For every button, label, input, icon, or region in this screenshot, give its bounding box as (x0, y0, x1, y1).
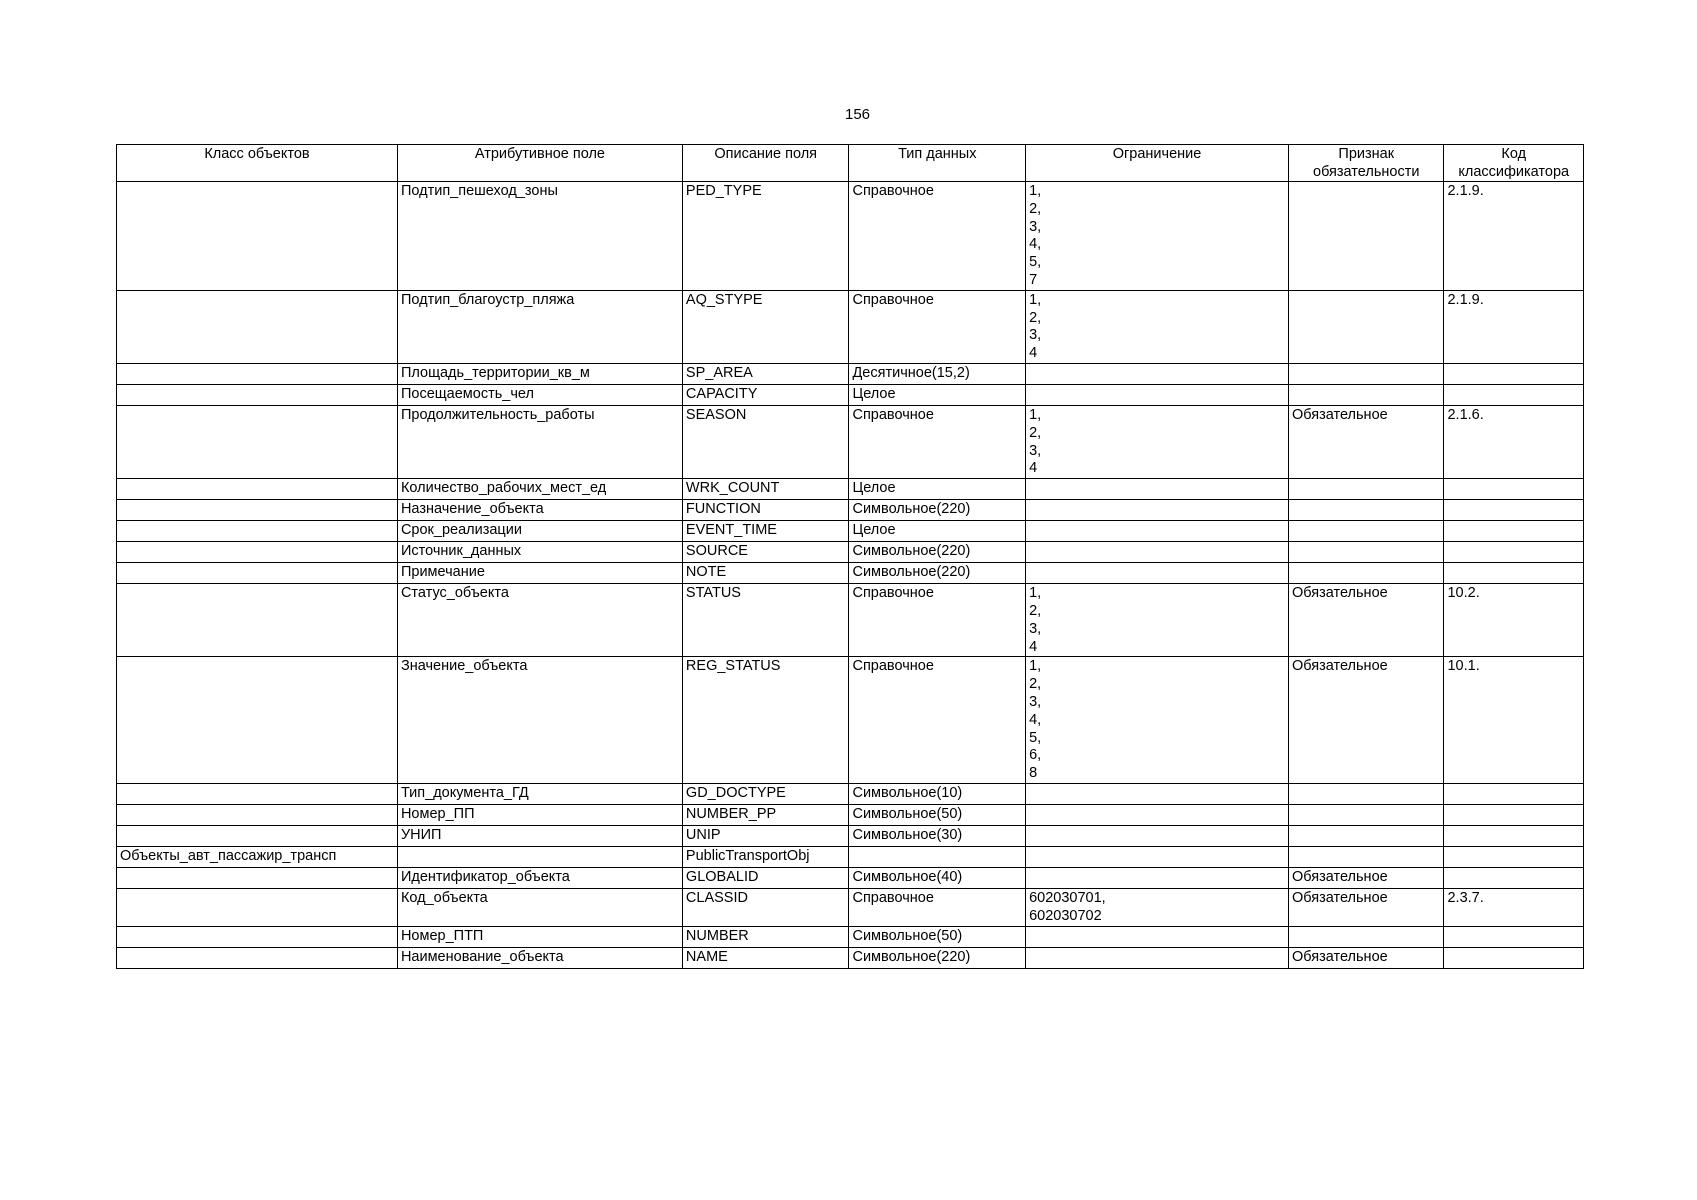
cell-data-type (849, 846, 1026, 867)
table-row (117, 804, 1584, 825)
cell-attribute-field: Посещаемость_чел (397, 384, 682, 405)
cell-field-description: CLASSID (682, 888, 849, 926)
cell-object-class: Объекты_авт_пассажир_трансп (117, 846, 398, 867)
cell-object-class (117, 584, 398, 657)
table-row (117, 500, 1584, 521)
table-row (117, 479, 1584, 500)
cell-data-type: Символьное(220) (849, 500, 1026, 521)
page-number: 156 (844, 106, 871, 123)
table-row (117, 825, 1584, 846)
cell-classifier-code (1444, 867, 1584, 888)
cell-required-flag (1288, 846, 1444, 867)
cell-constraint (1026, 804, 1289, 825)
cell-constraint: 1, 2, 3, 4, 5, 7 (1026, 182, 1289, 291)
cell-object-class (117, 888, 398, 926)
cell-attribute-field: Количество_рабочих_мест_ед (397, 479, 682, 500)
cell-classifier-code (1444, 825, 1584, 846)
cell-constraint (1026, 846, 1289, 867)
table-row (117, 563, 1584, 584)
attribute-table (116, 144, 1584, 969)
cell-attribute-field: Назначение_объекта (397, 500, 682, 521)
cell-required-flag (1288, 521, 1444, 542)
cell-required-flag (1288, 363, 1444, 384)
cell-required-flag: Обязательное (1288, 888, 1444, 926)
table-row (117, 584, 1584, 657)
cell-constraint: 1, 2, 3, 4 (1026, 584, 1289, 657)
column-header-data-type: Тип данных (849, 145, 1026, 182)
table-row (117, 783, 1584, 804)
cell-data-type: Целое (849, 521, 1026, 542)
cell-field-description: SOURCE (682, 542, 849, 563)
cell-attribute-field: Наименование_объекта (397, 947, 682, 968)
cell-attribute-field: Срок_реализации (397, 521, 682, 542)
cell-data-type: Символьное(220) (849, 542, 1026, 563)
cell-constraint (1026, 867, 1289, 888)
cell-classifier-code (1444, 804, 1584, 825)
cell-classifier-code: 2.3.7. (1444, 888, 1584, 926)
cell-data-type: Справочное (849, 888, 1026, 926)
column-header-object-class: Класс объектов (117, 145, 398, 182)
table-row (117, 947, 1584, 968)
cell-constraint (1026, 363, 1289, 384)
cell-attribute-field: Источник_данных (397, 542, 682, 563)
cell-classifier-code (1444, 384, 1584, 405)
cell-attribute-field: Тип_документа_ГД (397, 783, 682, 804)
cell-constraint (1026, 947, 1289, 968)
cell-field-description: CAPACITY (682, 384, 849, 405)
cell-data-type: Символьное(10) (849, 783, 1026, 804)
cell-attribute-field: Номер_ПП (397, 804, 682, 825)
cell-field-description: NOTE (682, 563, 849, 584)
cell-field-description: GLOBALID (682, 867, 849, 888)
cell-object-class (117, 542, 398, 563)
cell-field-description: GD_DOCTYPE (682, 783, 849, 804)
cell-data-type: Десятичное(15,2) (849, 363, 1026, 384)
column-header-classifier-code: Код классификатора (1444, 145, 1584, 182)
cell-object-class (117, 867, 398, 888)
cell-object-class (117, 479, 398, 500)
cell-required-flag (1288, 500, 1444, 521)
cell-data-type: Целое (849, 479, 1026, 500)
table-header (117, 145, 1584, 182)
cell-required-flag (1288, 384, 1444, 405)
table-row (117, 405, 1584, 478)
table-row (117, 384, 1584, 405)
cell-required-flag: Обязательное (1288, 867, 1444, 888)
cell-classifier-code (1444, 500, 1584, 521)
cell-data-type: Справочное (849, 290, 1026, 363)
cell-field-description: NAME (682, 947, 849, 968)
cell-object-class (117, 363, 398, 384)
cell-object-class (117, 500, 398, 521)
cell-classifier-code (1444, 521, 1584, 542)
table-row (117, 657, 1584, 784)
cell-attribute-field: Номер_ПТП (397, 926, 682, 947)
cell-classifier-code (1444, 542, 1584, 563)
cell-constraint: 1, 2, 3, 4, 5, 6, 8 (1026, 657, 1289, 784)
cell-data-type: Справочное (849, 584, 1026, 657)
cell-attribute-field: Код_объекта (397, 888, 682, 926)
cell-attribute-field: Примечание (397, 563, 682, 584)
cell-data-type: Символьное(40) (849, 867, 1026, 888)
cell-required-flag: Обязательное (1288, 405, 1444, 478)
cell-classifier-code (1444, 846, 1584, 867)
cell-constraint: 1, 2, 3, 4 (1026, 405, 1289, 478)
cell-attribute-field: Подтип_пешеход_зоны (397, 182, 682, 291)
cell-required-flag (1288, 290, 1444, 363)
cell-classifier-code: 10.2. (1444, 584, 1584, 657)
cell-classifier-code (1444, 926, 1584, 947)
cell-classifier-code (1444, 947, 1584, 968)
cell-required-flag (1288, 783, 1444, 804)
cell-attribute-field (397, 846, 682, 867)
cell-object-class (117, 926, 398, 947)
cell-constraint: 1, 2, 3, 4 (1026, 290, 1289, 363)
cell-field-description: EVENT_TIME (682, 521, 849, 542)
column-header-constraint: Ограничение (1026, 145, 1289, 182)
cell-object-class (117, 947, 398, 968)
cell-required-flag (1288, 926, 1444, 947)
table-row (117, 363, 1584, 384)
cell-field-description: AQ_STYPE (682, 290, 849, 363)
cell-constraint (1026, 563, 1289, 584)
cell-classifier-code: 2.1.9. (1444, 182, 1584, 291)
cell-field-description: NUMBER_PP (682, 804, 849, 825)
cell-field-description: PED_TYPE (682, 182, 849, 291)
cell-classifier-code (1444, 563, 1584, 584)
cell-classifier-code: 2.1.6. (1444, 405, 1584, 478)
cell-object-class (117, 563, 398, 584)
cell-classifier-code: 10.1. (1444, 657, 1584, 784)
cell-classifier-code (1444, 783, 1584, 804)
table-body (117, 182, 1584, 969)
cell-field-description: SEASON (682, 405, 849, 478)
cell-data-type: Символьное(220) (849, 947, 1026, 968)
cell-attribute-field: Идентификатор_объекта (397, 867, 682, 888)
cell-constraint (1026, 479, 1289, 500)
cell-required-flag (1288, 563, 1444, 584)
cell-attribute-field: Продолжительность_работы (397, 405, 682, 478)
cell-data-type: Символьное(30) (849, 825, 1026, 846)
cell-constraint (1026, 500, 1289, 521)
table-row (117, 846, 1584, 867)
cell-required-flag (1288, 804, 1444, 825)
cell-classifier-code: 2.1.9. (1444, 290, 1584, 363)
table-row (117, 867, 1584, 888)
cell-required-flag (1288, 182, 1444, 291)
cell-object-class (117, 405, 398, 478)
table-row (117, 182, 1584, 291)
cell-constraint (1026, 521, 1289, 542)
cell-field-description: NUMBER (682, 926, 849, 947)
column-header-attribute-field: Атрибутивное поле (397, 145, 682, 182)
table-row (117, 542, 1584, 563)
table-row (117, 290, 1584, 363)
column-header-field-description: Описание поля (682, 145, 849, 182)
cell-data-type: Справочное (849, 657, 1026, 784)
cell-field-description: STATUS (682, 584, 849, 657)
cell-required-flag (1288, 542, 1444, 563)
cell-attribute-field: Площадь_территории_кв_м (397, 363, 682, 384)
cell-classifier-code (1444, 479, 1584, 500)
cell-data-type: Справочное (849, 405, 1026, 478)
cell-constraint (1026, 384, 1289, 405)
cell-required-flag: Обязательное (1288, 584, 1444, 657)
cell-required-flag (1288, 479, 1444, 500)
cell-data-type: Символьное(50) (849, 804, 1026, 825)
cell-object-class (117, 783, 398, 804)
cell-constraint (1026, 825, 1289, 846)
cell-object-class (117, 384, 398, 405)
cell-attribute-field: Подтип_благоустр_пляжа (397, 290, 682, 363)
header-row (117, 145, 1584, 182)
cell-field-description: REG_STATUS (682, 657, 849, 784)
cell-required-flag (1288, 825, 1444, 846)
cell-constraint (1026, 926, 1289, 947)
cell-attribute-field: Статус_объекта (397, 584, 682, 657)
cell-field-description: FUNCTION (682, 500, 849, 521)
cell-constraint (1026, 783, 1289, 804)
table-row (117, 521, 1584, 542)
cell-data-type: Целое (849, 384, 1026, 405)
cell-field-description: WRK_COUNT (682, 479, 849, 500)
table-row (117, 926, 1584, 947)
column-header-required-flag: Признак обязательности (1288, 145, 1444, 182)
cell-field-description: SP_AREA (682, 363, 849, 384)
cell-classifier-code (1444, 363, 1584, 384)
cell-attribute-field: УНИП (397, 825, 682, 846)
cell-attribute-field: Значение_объекта (397, 657, 682, 784)
cell-object-class (117, 657, 398, 784)
cell-field-description: PublicTransportObj (682, 846, 849, 867)
cell-constraint: 602030701, 602030702 (1026, 888, 1289, 926)
cell-object-class (117, 290, 398, 363)
cell-required-flag: Обязательное (1288, 947, 1444, 968)
cell-object-class (117, 521, 398, 542)
cell-field-description: UNIP (682, 825, 849, 846)
table-row (117, 888, 1584, 926)
cell-data-type: Справочное (849, 182, 1026, 291)
cell-data-type: Символьное(220) (849, 563, 1026, 584)
cell-constraint (1026, 542, 1289, 563)
cell-object-class (117, 182, 398, 291)
cell-object-class (117, 825, 398, 846)
cell-object-class (117, 804, 398, 825)
cell-data-type: Символьное(50) (849, 926, 1026, 947)
cell-required-flag: Обязательное (1288, 657, 1444, 784)
